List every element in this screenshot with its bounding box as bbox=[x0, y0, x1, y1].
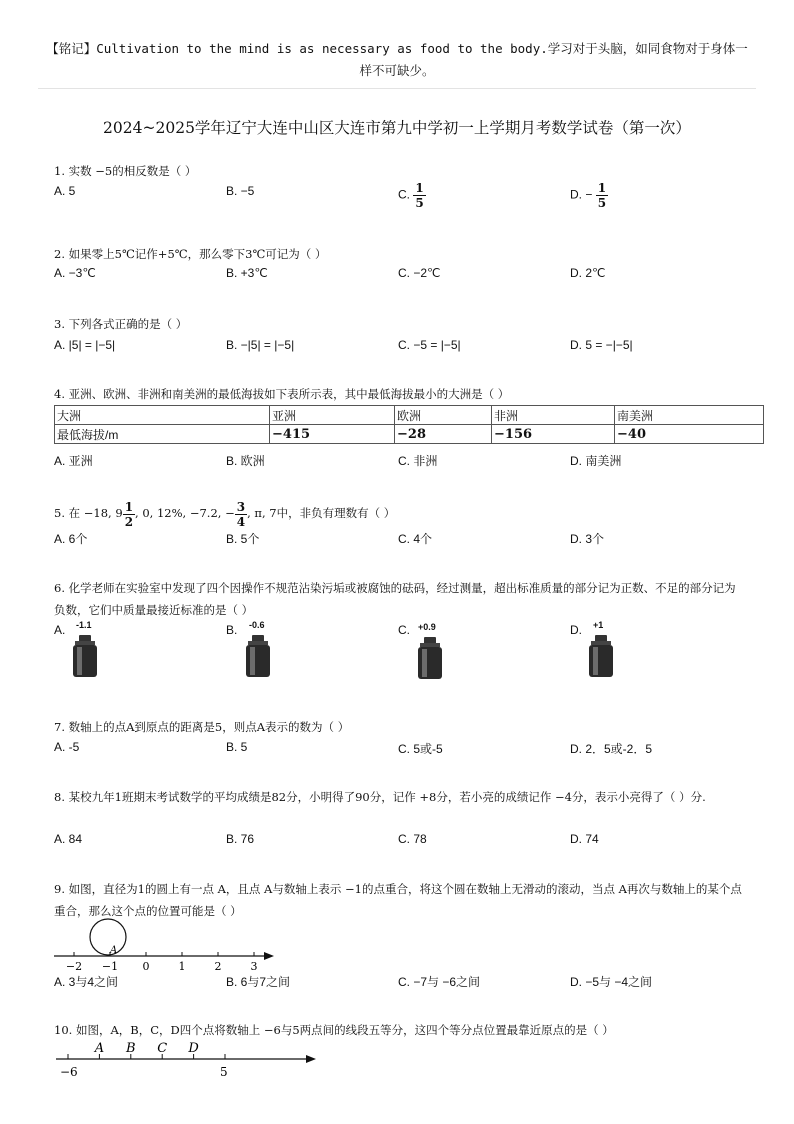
q9-point-label: A bbox=[110, 945, 118, 956]
q1-option-b[interactable]: B. −5 bbox=[226, 184, 255, 198]
q9-option-d[interactable]: D. −5与 −4之间 bbox=[570, 975, 653, 989]
axis-tick-label: −1 bbox=[101, 960, 119, 973]
q1-option-c-fraction bbox=[413, 181, 425, 210]
question-5-stem bbox=[54, 498, 395, 529]
q7-option-a[interactable]: A. -5 bbox=[54, 740, 80, 754]
q7-option-b[interactable]: B. 5 bbox=[226, 740, 248, 754]
q5-stem-suffix: , π, 7中，非负有理数有（ ） bbox=[247, 506, 396, 520]
q8-option-b[interactable]: B. 76 bbox=[226, 832, 255, 846]
weight-b-icon bbox=[243, 634, 273, 678]
axis-tick-label: −2 bbox=[65, 960, 83, 973]
q4-option-a[interactable]: A. 亚洲 bbox=[54, 454, 93, 468]
weight-a-icon bbox=[70, 634, 100, 678]
q1-option-a[interactable]: A. 5 bbox=[54, 184, 76, 198]
q5-option-c[interactable]: C. 4个 bbox=[398, 532, 433, 546]
table-cell: 大洲 bbox=[55, 406, 270, 425]
question-3-stem: 3. 下列各式正确的是（ ） bbox=[54, 317, 188, 331]
division-point-label: D bbox=[188, 1041, 199, 1056]
division-point-label: C bbox=[157, 1041, 168, 1056]
axis-tick-label: 3 bbox=[250, 960, 258, 973]
axis-tick-label: 1 bbox=[178, 960, 186, 973]
q5-option-b[interactable]: B. 5个 bbox=[226, 532, 260, 546]
fraction-numerator: 1 bbox=[597, 181, 607, 195]
q5-option-d[interactable]: D. 3个 bbox=[570, 532, 605, 546]
q7-option-d[interactable]: D. 2．5或-2．5 bbox=[570, 742, 653, 756]
fraction-numerator: 1 bbox=[124, 499, 134, 514]
q5-mixed-fraction bbox=[123, 500, 135, 529]
q5-fraction bbox=[235, 500, 247, 529]
fraction-denominator: 4 bbox=[236, 514, 246, 529]
q9-option-a[interactable]: A. 3与4之间 bbox=[54, 975, 119, 989]
q9-number-line-diagram bbox=[50, 916, 290, 974]
table-cell: 欧洲 bbox=[395, 406, 492, 425]
q1-option-c[interactable] bbox=[398, 181, 426, 210]
table-cell: 亚洲 bbox=[270, 406, 395, 425]
q6-option-c[interactable]: C. bbox=[398, 623, 410, 637]
weight-a-label: -1.1 bbox=[76, 620, 92, 630]
weight-c-label: +0.9 bbox=[418, 622, 436, 632]
q3-option-a[interactable]: A. |5| = |−5| bbox=[54, 338, 116, 352]
table-cell: 南美洲 bbox=[615, 406, 764, 425]
fraction-denominator: 2 bbox=[124, 514, 134, 529]
axis-tick-label: 2 bbox=[214, 960, 222, 973]
fraction-denominator: 5 bbox=[597, 196, 607, 210]
q3-option-c[interactable]: C. −5 = |−5| bbox=[398, 338, 461, 352]
table-cell: 最低海拔/m bbox=[55, 425, 270, 444]
fraction-numerator: 1 bbox=[415, 181, 424, 195]
q1-option-d-letter: D. − bbox=[570, 187, 593, 202]
question-6-stem: 6. 化学老师在实验室中发现了四个因操作不规范沾染污垢或被腐蚀的砝码，经过测量，超出标准质量的部分记为正数、不足的部分记为负数，它们中质量最接近标准的是（ ） bbox=[54, 581, 736, 617]
q3-option-b[interactable]: B. −|5| = |−5| bbox=[226, 338, 295, 352]
question-4-stem: 4. 亚洲、欧洲、非洲和南美洲的最低海拔如下表所示表，其中最低海拔最小的大洲是（ ） bbox=[54, 387, 510, 401]
table-cell: −415 bbox=[270, 425, 395, 444]
q7-option-c[interactable]: C. 5或-5 bbox=[398, 742, 443, 756]
question-7-stem: 7. 数轴上的点A到原点的距离是5，则点A表示的数为（ ） bbox=[54, 720, 350, 734]
weight-c-icon bbox=[415, 636, 445, 680]
question-10-stem: 10. 如图，A，B，C，D四个点将数轴上 −6与5两点间的线段五等分，这四个等分点位置最靠近原点的是（ ） bbox=[54, 1023, 614, 1037]
fraction-numerator: 3 bbox=[236, 499, 246, 514]
question-8-stem: 8. 某校九年1班期末考试数学的平均成绩是82分，小明得了90分，记作 +8分，若小亮的成绩记作 −4分，表示小亮得了（ ）分. bbox=[54, 790, 706, 804]
q4-option-b[interactable]: B. 欧洲 bbox=[226, 454, 265, 468]
fraction-denominator: 5 bbox=[415, 196, 424, 210]
q4-option-d[interactable]: D. 南美洲 bbox=[570, 454, 622, 468]
header-divider bbox=[38, 88, 756, 89]
q5-stem-prefix: 5. 在 −18, 9 bbox=[54, 506, 123, 520]
q2-option-b[interactable]: B. +3℃ bbox=[226, 266, 268, 280]
q8-option-a[interactable]: A. 84 bbox=[54, 832, 83, 846]
weight-d-label: +1 bbox=[593, 620, 604, 630]
axis-tick-label: 0 bbox=[142, 960, 150, 973]
q10-left-end-label: −6 bbox=[60, 1065, 78, 1079]
q6-option-a[interactable]: A. bbox=[54, 623, 66, 637]
q2-option-d[interactable]: D. 2℃ bbox=[570, 266, 606, 280]
q8-option-c[interactable]: C. 78 bbox=[398, 832, 427, 846]
q8-option-d[interactable]: D. 74 bbox=[570, 832, 599, 846]
table-row bbox=[55, 425, 764, 444]
q10-number-line-diagram bbox=[50, 1040, 320, 1080]
table-cell: −156 bbox=[492, 425, 615, 444]
question-2-stem: 2. 如果零上5℃记作+5℃，那么零下3℃可记为（ ） bbox=[54, 247, 327, 261]
q5-stem-middle: , 0, 12%, −7.2, − bbox=[135, 506, 235, 520]
division-point-label: B bbox=[126, 1041, 136, 1056]
q2-option-c[interactable]: C. −2℃ bbox=[398, 266, 441, 280]
table-cell: 非洲 bbox=[492, 406, 615, 425]
q1-option-c-letter: C. bbox=[398, 187, 410, 202]
q6-option-d[interactable]: D. bbox=[570, 623, 582, 637]
q4-option-c[interactable]: C. 非洲 bbox=[398, 454, 438, 468]
q10-right-end-label: 5 bbox=[220, 1065, 228, 1079]
q3-option-d[interactable]: D. 5 = −|−5| bbox=[570, 338, 633, 352]
weight-b-label: -0.6 bbox=[249, 620, 265, 630]
q9-option-c[interactable]: C. −7与 −6之间 bbox=[398, 975, 481, 989]
question-9-stem: 9. 如图，直径为1的圆上有一点 A，且点 A与数轴上表示 −1的点重合，将这个圆在数轴上无滑动的滚动，当点 A再次与数轴上的某个点重合，那么这个点的位置可能是（ ） bbox=[54, 882, 742, 918]
weight-d-icon bbox=[586, 634, 616, 678]
q1-option-d[interactable] bbox=[570, 181, 608, 210]
table-header-row bbox=[55, 406, 764, 425]
question-1-stem: 1. 实数 −5的相反数是（ ） bbox=[54, 164, 197, 178]
q5-option-a[interactable]: A. 6个 bbox=[54, 532, 88, 546]
table-cell: −28 bbox=[395, 425, 492, 444]
q9-option-b[interactable]: B. 6与7之间 bbox=[226, 975, 291, 989]
header-motto: 【铭记】Cultivation to the mind is as necessary as food to the body.学习对于头脑，如同食物对于身体一样不可缺少。 bbox=[46, 41, 748, 78]
altitude-table bbox=[54, 405, 764, 444]
q2-option-a[interactable]: A. −3℃ bbox=[54, 266, 96, 280]
q6-option-b[interactable]: B. bbox=[226, 623, 238, 637]
q1-option-d-fraction bbox=[596, 181, 608, 210]
page-title: 2024~2025学年辽宁大连中山区大连市第九中学初一上学期月考数学试卷（第一次） bbox=[103, 119, 691, 137]
table-cell: −40 bbox=[615, 425, 764, 444]
division-point-label: A bbox=[94, 1041, 105, 1056]
